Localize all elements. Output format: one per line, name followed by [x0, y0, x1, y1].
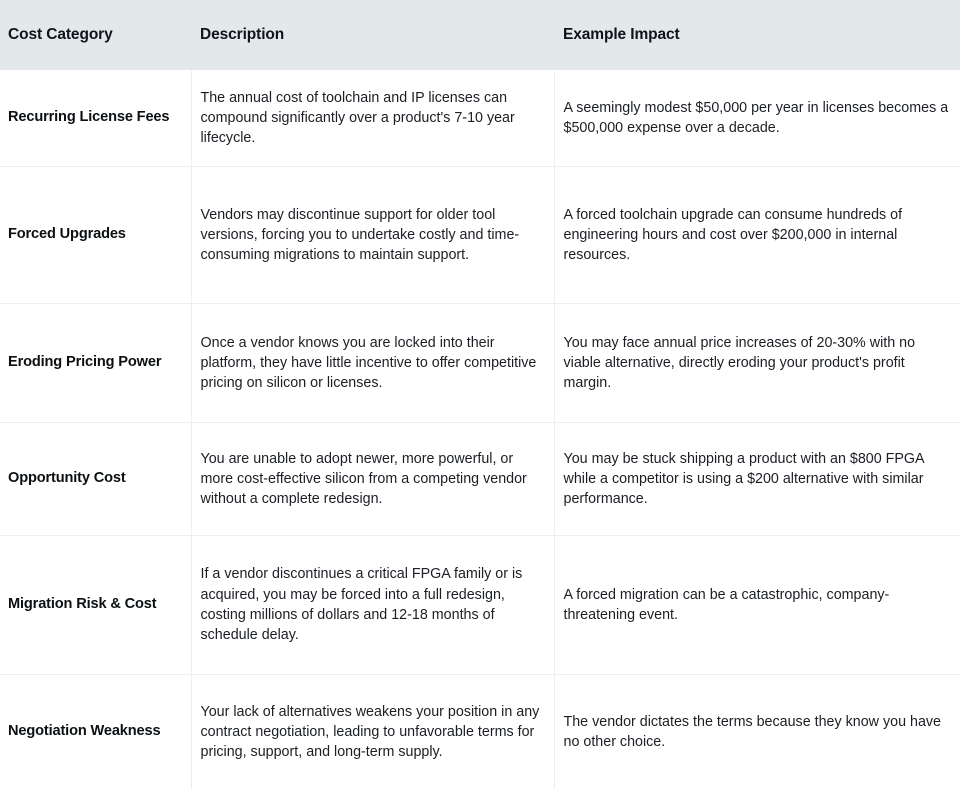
table-header-row: [0, 0, 960, 70]
table-row: [0, 70, 960, 167]
cell-description: If a vendor discontinues a critical FPGA family or is acquired, you may be forced into a full redesign, costing millions of dollars and 12-18 months of schedule delay.: [191, 536, 554, 675]
cell-cost-category: Eroding Pricing Power: [0, 304, 191, 423]
cell-description: You are unable to adopt newer, more powerful, or more cost-effective silicon from a competing vendor without a complete redesign.: [191, 423, 554, 536]
table-row: [0, 675, 960, 789]
cell-cost-category: Forced Upgrades: [0, 167, 191, 304]
table-row: [0, 304, 960, 423]
table-header: [0, 0, 960, 70]
cell-cost-category: Opportunity Cost: [0, 423, 191, 536]
cell-description: Your lack of alternatives weakens your position in any contract negotiation, leading to unfavorable terms for pricing, support, and long-term supply.: [191, 675, 554, 789]
cell-example-impact: A forced toolchain upgrade can consume hundreds of engineering hours and cost over $200,000 in internal resources.: [554, 167, 960, 304]
cell-example-impact: A forced migration can be a catastrophic, company-threatening event.: [554, 536, 960, 675]
table-row: [0, 423, 960, 536]
cell-example-impact: You may face annual price increases of 20-30% with no viable alternative, directly eroding your product's profit margin.: [554, 304, 960, 423]
column-header-example-impact: Example Impact: [554, 0, 960, 70]
column-header-cost-category: Cost Category: [0, 0, 191, 70]
cell-example-impact: You may be stuck shipping a product with an $800 FPGA while a competitor is using a $200 alternative with similar performance.: [554, 423, 960, 536]
table-row: [0, 536, 960, 675]
column-header-description: Description: [191, 0, 554, 70]
table-row: [0, 167, 960, 304]
cell-description: The annual cost of toolchain and IP licenses can compound significantly over a product's 7-10 year lifecycle.: [191, 70, 554, 167]
cell-example-impact: A seemingly modest $50,000 per year in licenses becomes a $500,000 expense over a decade.: [554, 70, 960, 167]
cell-description: Once a vendor knows you are locked into their platform, they have little incentive to offer competitive pricing on silicon or licenses.: [191, 304, 554, 423]
cell-cost-category: Migration Risk & Cost: [0, 536, 191, 675]
cell-cost-category: Recurring License Fees: [0, 70, 191, 167]
cell-example-impact: The vendor dictates the terms because they know you have no other choice.: [554, 675, 960, 789]
cell-description: Vendors may discontinue support for older tool versions, forcing you to undertake costly and time-consuming migrations to maintain support.: [191, 167, 554, 304]
cell-cost-category: Negotiation Weakness: [0, 675, 191, 789]
table-body: [0, 70, 960, 789]
